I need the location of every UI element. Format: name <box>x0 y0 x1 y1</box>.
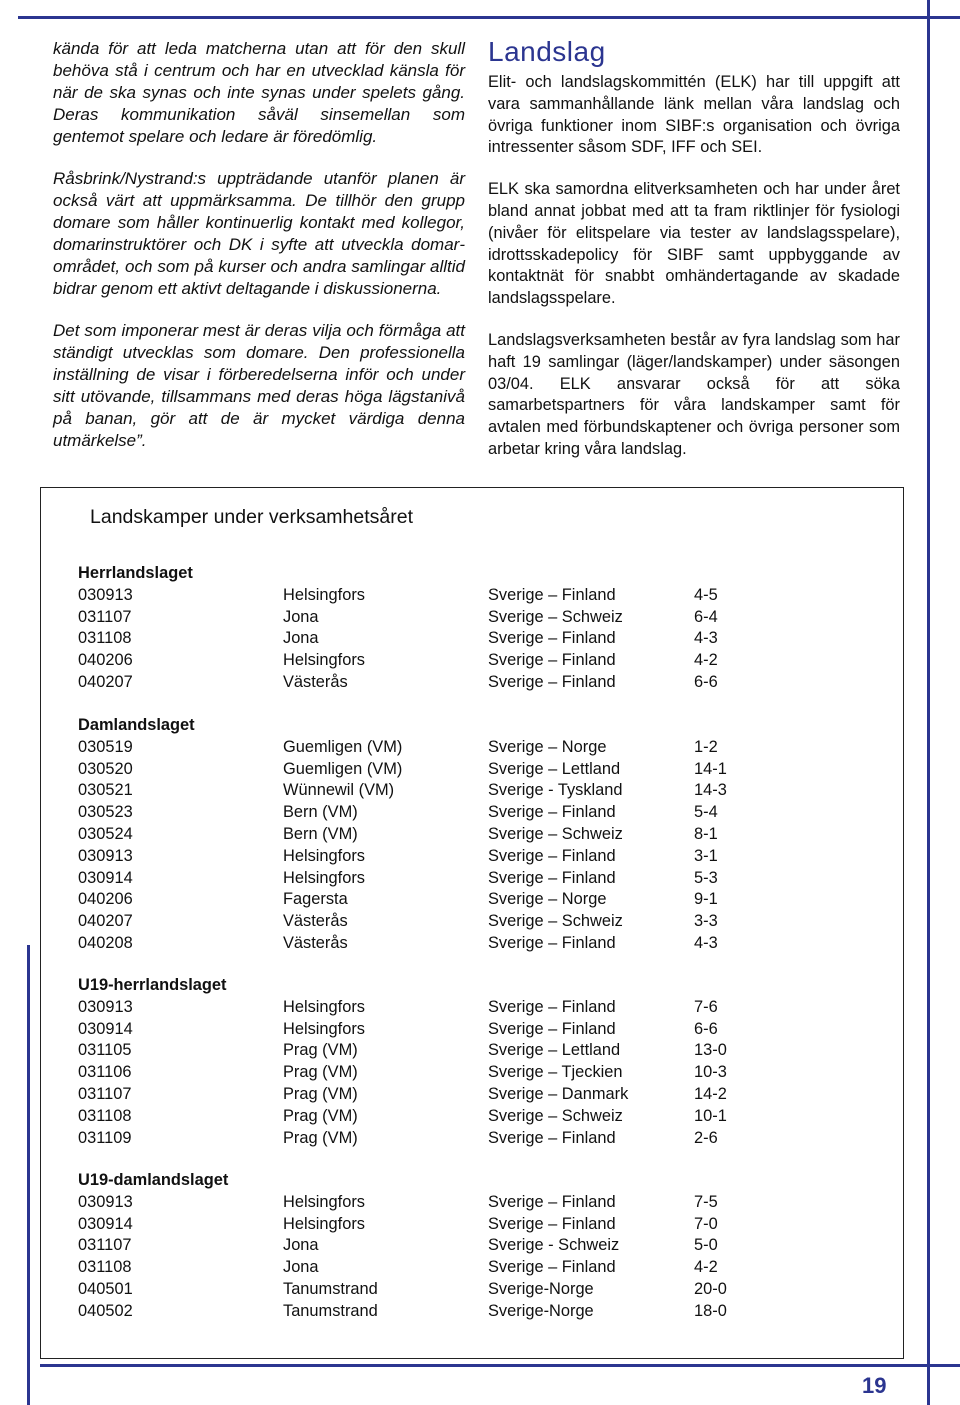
match-date: 030519 <box>78 737 133 756</box>
match-venue: Helsingfors <box>283 1214 365 1233</box>
match-teams: Sverige – Finland <box>488 934 616 952</box>
match-date: 030523 <box>78 803 133 822</box>
match-score: 5-0 <box>694 1236 718 1255</box>
match-venue: Prag (VM) <box>283 1041 358 1060</box>
left-paragraph-1: kända för att leda matcherna utan att för den skull behöva stå i centrum och har en utvecklad känsla för när de ska synas och inte synas under spelets gång. Deras kommunikation såväl sinsemellan som gentemot spelare och ledare är föredömlig. <box>53 39 465 146</box>
match-date: 030521 <box>78 781 133 800</box>
match-score: 3-3 <box>694 912 718 931</box>
match-score: 4-2 <box>694 1258 718 1277</box>
match-venue: Bern (VM) <box>283 803 358 822</box>
match-date: 030520 <box>78 759 133 778</box>
match-venue: Helsingfors <box>283 651 365 670</box>
match-teams: Sverige – Norge <box>488 890 607 909</box>
match-date: 040206 <box>78 890 133 909</box>
match-score: 6-6 <box>694 1019 718 1038</box>
right-paragraph-3: Landslagsverksamheten består av fyra landslag som har haft 19 samlingar (läger/landskamper) under säsongen 03/04. ELK ansvarar också för att söka samarbetspartners för våra landskamper samt för avtalen med förbundskaptener och övriga personer som arbetar kring våra landslag. <box>488 330 900 458</box>
match-date: 040502 <box>78 1301 133 1320</box>
group-title: U19-damlandslaget <box>78 1171 229 1189</box>
match-date: 031107 <box>78 1085 132 1103</box>
match-score: 4-2 <box>694 651 718 670</box>
match-venue: Helsingfors <box>283 846 365 865</box>
match-score: 10-3 <box>694 1063 727 1082</box>
match-score: 4-5 <box>694 585 718 604</box>
match-date: 040501 <box>78 1280 133 1298</box>
match-teams: Sverige – Schweiz <box>488 825 623 843</box>
match-venue: Västerås <box>283 673 348 691</box>
match-teams: Sverige – Finland <box>488 673 616 691</box>
match-teams: Sverige – Finland <box>488 1128 616 1147</box>
match-score: 5-3 <box>694 868 718 887</box>
match-score: 10-1 <box>694 1106 727 1125</box>
match-venue: Fagersta <box>283 890 348 909</box>
match-venue: Prag (VM) <box>283 1128 358 1147</box>
match-venue: Prag (VM) <box>283 1085 358 1103</box>
match-date: 031108 <box>78 1258 132 1277</box>
right-rule <box>927 0 930 1405</box>
match-score: 14-3 <box>694 781 727 800</box>
right-paragraph-1: Elit- och landslagskommittén (ELK) har till uppgift att vara sammanhållande länk mellan våra landslag och övriga funktioner inom SIBF:s organisation och övriga intressenter såsom SDF, IFF och SEI. <box>488 73 900 157</box>
match-venue: Helsingfors <box>283 868 365 887</box>
group-title: Damlandslaget <box>78 716 195 734</box>
match-venue: Tanumstrand <box>283 1280 378 1298</box>
match-venue: Helsingfors <box>283 1019 365 1038</box>
match-teams: Sverige – Finland <box>488 997 616 1016</box>
match-teams: Sverige – Finland <box>488 1019 616 1038</box>
group-title: U19-herrlandslaget <box>78 976 227 994</box>
match-teams: Sverige-Norge <box>488 1280 594 1298</box>
match-date: 040207 <box>78 673 133 691</box>
match-teams: Sverige - Tyskland <box>488 781 623 800</box>
bottom-rule <box>40 1364 930 1367</box>
match-score: 2-6 <box>694 1128 718 1147</box>
match-teams: Sverige – Finland <box>488 651 616 670</box>
match-date: 030914 <box>78 1214 133 1233</box>
match-venue: Västerås <box>283 934 348 952</box>
match-date: 030914 <box>78 1019 133 1038</box>
match-score: 7-6 <box>694 997 718 1016</box>
match-score: 4-3 <box>694 629 718 648</box>
match-teams: Sverige – Finland <box>488 1192 616 1211</box>
match-date: 031108 <box>78 629 132 648</box>
match-teams: Sverige – Danmark <box>488 1085 629 1103</box>
match-venue: Prag (VM) <box>283 1106 358 1125</box>
match-teams: Sverige – Finland <box>488 585 616 604</box>
match-score: 7-5 <box>694 1192 718 1211</box>
match-venue: Jona <box>283 1258 319 1277</box>
left-paragraph-3: Det som imponerar mest är deras vilja och förmåga att ständigt utvecklas som domare. Den professionella inställning de visar i förberedelserna inför och under sitt utövande, tillsammans med deras höga lägstanivå på banan, gör att de är mycket värdiga denna utmärkelse”. <box>53 321 465 450</box>
match-date: 040208 <box>78 934 133 952</box>
match-venue: Wünnewil (VM) <box>283 781 395 800</box>
match-date: 030913 <box>78 1192 133 1211</box>
match-score: 18-0 <box>694 1301 727 1320</box>
match-teams: Sverige – Schweiz <box>488 912 623 931</box>
match-teams: Sverige – Finland <box>488 1214 616 1233</box>
match-score: 6-6 <box>694 673 718 691</box>
match-teams: Sverige – Finland <box>488 803 616 822</box>
left-column <box>53 38 465 472</box>
match-venue: Helsingfors <box>283 997 365 1016</box>
match-score: 3-1 <box>694 846 718 865</box>
match-date: 031109 <box>78 1128 132 1147</box>
match-venue: Jona <box>283 1236 319 1255</box>
match-score: 13-0 <box>694 1041 727 1060</box>
match-score: 4-3 <box>694 934 718 952</box>
page-number: 19 <box>862 1373 887 1398</box>
match-date: 030913 <box>78 846 133 865</box>
match-date: 031107 <box>78 607 132 626</box>
match-date: 040207 <box>78 912 133 931</box>
match-score: 20-0 <box>694 1280 727 1298</box>
matches-box-title: Landskamper under verksamhetsåret <box>90 506 413 528</box>
top-rule <box>18 16 960 19</box>
match-score: 1-2 <box>694 737 718 756</box>
match-venue: Västerås <box>283 912 348 931</box>
match-venue: Guemligen (VM) <box>283 737 403 756</box>
match-teams: Sverige – Norge <box>488 737 607 756</box>
match-date: 030914 <box>78 868 133 887</box>
match-score: 14-2 <box>694 1085 727 1103</box>
match-teams: Sverige – Finland <box>488 1258 616 1277</box>
match-venue: Tanumstrand <box>283 1301 378 1320</box>
match-teams: Sverige - Schweiz <box>488 1236 620 1255</box>
match-date: 031105 <box>78 1041 132 1060</box>
group-title: Herrlandslaget <box>78 564 193 582</box>
match-date: 030524 <box>78 825 133 843</box>
match-score: 9-1 <box>694 890 718 909</box>
match-score: 8-1 <box>694 825 718 843</box>
left-paragraph-2: Råsbrink/Nystrand:s uppträdande utanför planen är också värt att uppmärksamma. De tillhör den grupp domare som håller kontinuerlig kontakt med kollegor, domarinstruktörer och DK i syfte att utveckla domarområdet, och som på kurser och andra samlingar alltid bidrar genom ett aktivt deltagande i diskussionerna. <box>53 169 465 298</box>
match-venue: Prag (VM) <box>283 1063 358 1082</box>
match-teams: Sverige – Lettland <box>488 759 621 778</box>
match-teams: Sverige – Finland <box>488 846 616 865</box>
match-teams: Sverige – Tjeckien <box>488 1063 623 1082</box>
right-paragraph-2: ELK ska samordna elitverksamheten och har under året bland annat jobbat med att ta fram riktlinjer för fysiologi (nivåer för elitspelare via tester av landslagsspelare), idrottsskadepolicy för SIBF samt uppbyggande av kontaktnät för snabbt omhändertagande av skadade landslagsspelare. <box>488 180 900 308</box>
match-date: 030913 <box>78 997 133 1016</box>
match-date: 031107 <box>78 1236 132 1255</box>
match-teams: Sverige – Finland <box>488 868 616 887</box>
match-teams: Sverige – Lettland <box>488 1041 621 1060</box>
bottom-corner-tick <box>930 1364 960 1367</box>
match-score: 14-1 <box>694 759 727 778</box>
match-venue: Guemligen (VM) <box>283 759 403 778</box>
match-date: 040206 <box>78 651 133 670</box>
match-date: 031108 <box>78 1106 132 1125</box>
match-date: 031106 <box>78 1063 132 1082</box>
match-venue: Helsingfors <box>283 585 365 604</box>
match-venue: Jona <box>283 607 319 626</box>
match-teams: Sverige – Finland <box>488 629 616 648</box>
section-heading: Landslag <box>488 36 606 67</box>
match-teams: Sverige-Norge <box>488 1301 594 1320</box>
left-rule <box>27 945 30 1405</box>
match-date: 030913 <box>78 585 133 604</box>
match-score: 7-0 <box>694 1214 718 1233</box>
match-teams: Sverige – Schweiz <box>488 1106 623 1125</box>
match-score: 5-4 <box>694 803 718 822</box>
right-column <box>488 36 900 481</box>
match-venue: Bern (VM) <box>283 825 358 843</box>
matches-box <box>40 487 904 1359</box>
match-venue: Jona <box>283 629 319 648</box>
match-venue: Helsingfors <box>283 1192 365 1211</box>
match-score: 6-4 <box>694 607 718 626</box>
match-teams: Sverige – Schweiz <box>488 607 623 626</box>
